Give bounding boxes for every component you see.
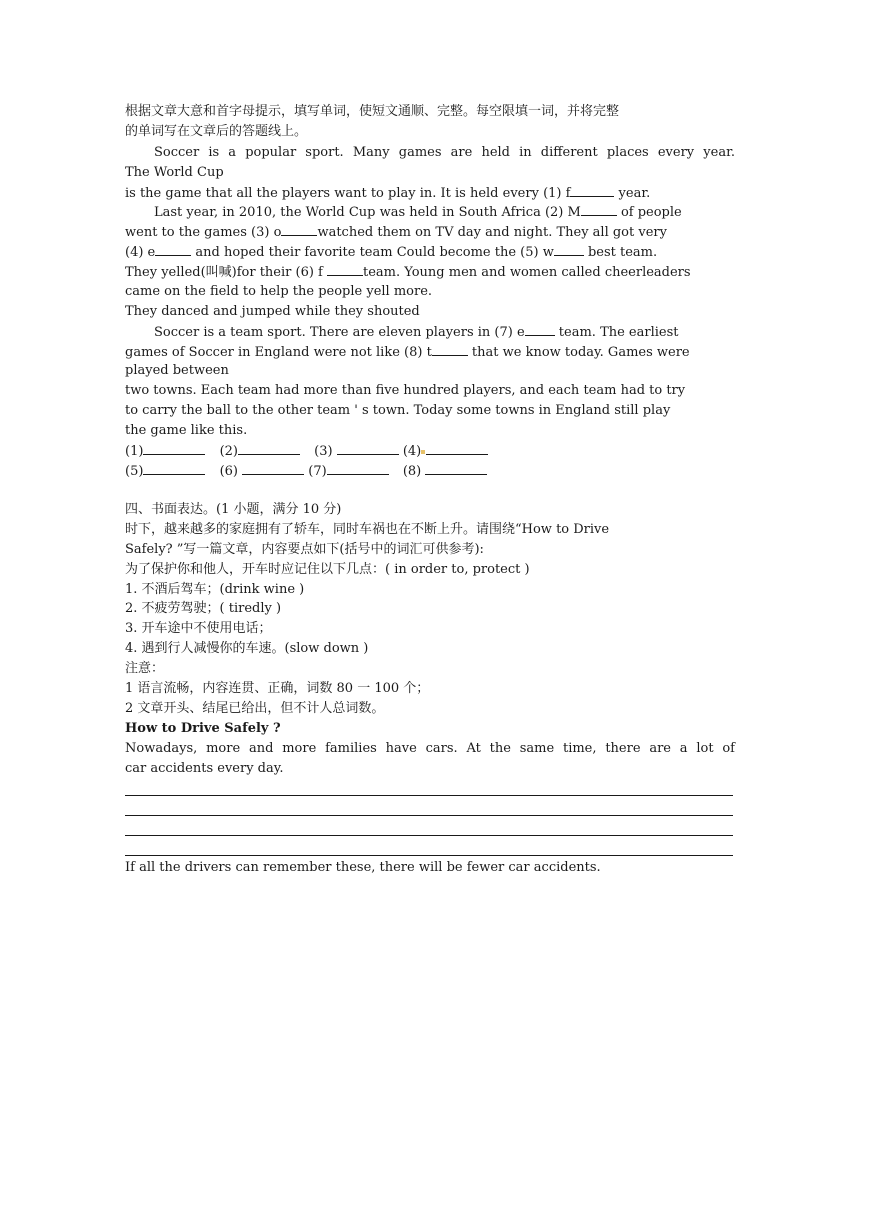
essay-opening-line: car accidents every day. (125, 761, 284, 776)
answer-label: (7) (308, 464, 327, 479)
answer-line-1[interactable] (143, 441, 205, 455)
answer-line-2[interactable] (238, 441, 300, 455)
writing-line[interactable] (125, 855, 733, 856)
blank-3[interactable] (281, 222, 317, 236)
blank-4[interactable] (155, 242, 191, 256)
passage-line (125, 262, 735, 283)
essay-title: How to Drive Safely ? (125, 721, 281, 736)
passage-line: The World Cup (125, 165, 224, 180)
highlight-mark (421, 450, 425, 454)
passage-text: team. The earliest (554, 325, 679, 340)
prompt-line: 为了保护你和他人，开车时应记住以下几点：( in order to, protect ) (125, 562, 530, 577)
blank-6[interactable] (327, 262, 363, 276)
answer-label: (4) (402, 444, 422, 459)
answer-line-6[interactable] (242, 461, 304, 475)
passage-text: best team. (583, 245, 658, 260)
answer-label: (5) (125, 464, 144, 479)
passage-text: year. (614, 186, 651, 201)
passage-text: games of Soccer in England were not like (8) t (125, 345, 432, 360)
answer-label: (8) (402, 464, 422, 479)
essay-opening-line: Nowadays, more and more families have cars. At the same time, there are a lot of (125, 741, 735, 756)
passage-text: Last year, in 2010, the World Cup was held in South Africa (2) M (154, 205, 581, 220)
answer-label: (2) (219, 444, 238, 459)
blank-5[interactable] (554, 242, 584, 256)
passage-line (125, 342, 735, 363)
blank-2[interactable] (581, 202, 617, 216)
blank-8[interactable] (432, 342, 468, 356)
passage-line: came on the field to help the people yell more. (125, 284, 433, 299)
passage-line: They danced and jumped while they shouted (125, 304, 420, 319)
writing-line[interactable] (125, 795, 733, 796)
passage-text: and hoped their favorite team Could become the (5) w (191, 245, 554, 260)
passage-line (125, 322, 735, 343)
answer-label: (6) (219, 464, 238, 479)
passage-line (125, 202, 735, 223)
prompt-line: Safely? ”写一篇文章，内容要点如下(括号中的词汇可供参考): (125, 542, 484, 557)
blank-1[interactable] (570, 183, 614, 197)
cloze-instruction-line-2: 的单词写在文章后的答题线上。 (125, 124, 308, 139)
point-item: 1. 不酒后驾车；(drink wine ) (125, 582, 305, 597)
passage-line (125, 222, 735, 243)
answer-row-1 (125, 441, 735, 462)
answer-line-8[interactable] (425, 461, 487, 475)
answer-line-7[interactable] (327, 461, 389, 475)
answer-line-5[interactable] (143, 461, 205, 475)
passage-text: Soccer is a team sport. There are eleven players in (7) e (154, 325, 525, 340)
passage-text: They yelled(叫喊)for their (6) f (125, 265, 327, 280)
passage-text: team. Young men and women called cheerleaders (363, 265, 691, 280)
writing-line[interactable] (125, 815, 733, 816)
passage-line: two towns. Each team had more than five hundred players, and each team had to try (125, 383, 686, 398)
passage-line (125, 242, 735, 263)
passage-text: went to the games (3) o (125, 225, 282, 240)
point-item: 4. 遇到行人减慢你的车速。(slow down ) (125, 641, 369, 656)
answer-line-4[interactable] (426, 441, 488, 455)
passage-text: of people (616, 205, 682, 220)
passage-line: Soccer is a popular sport. Many games are held in different places every year. (154, 145, 735, 160)
passage-text: that we know today. Games were (467, 345, 690, 360)
prompt-line: 时下，越来越多的家庭拥有了轿车，同时车祸也在不断上升。请围绕“How to Drive (125, 522, 610, 537)
answer-row-2 (125, 461, 735, 482)
passage-text: is the game that all the players want to play in. It is held every (1) f (125, 186, 571, 201)
writing-line[interactable] (125, 835, 733, 836)
note-item: 2 文章开头、结尾已给出，但不计人总词数。 (125, 701, 385, 716)
answer-label: (3) (314, 444, 333, 459)
passage-text: watched them on TV day and night. They all got very (317, 225, 667, 240)
essay-closing: If all the drivers can remember these, there will be fewer car accidents. (125, 860, 601, 875)
note-label: 注意： (125, 661, 165, 676)
answer-label: (1) (125, 444, 144, 459)
passage-line: to carry the ball to the other team ' s town. Today some towns in England still play (125, 403, 671, 418)
point-item: 2. 不疲劳驾驶；( tiredly ) (125, 601, 282, 616)
passage-line: played between (125, 363, 229, 378)
passage-line: the game like this. (125, 423, 248, 438)
passage-text: (4) e (125, 245, 156, 260)
section-title: 四、书面表达。(1 小题，满分 10 分) (125, 502, 342, 517)
point-item: 3. 开车途中不使用电话； (125, 621, 272, 636)
note-item: 1 语言流畅，内容连贯、正确，词数 80 一 100 个； (125, 681, 430, 696)
cloze-instruction-line-1: 根据文章大意和首字母提示，填写单词，使短文通顺、完整。每空限填一词，并将完整 (125, 104, 620, 119)
answer-line-3[interactable] (337, 441, 399, 455)
blank-7[interactable] (525, 322, 555, 336)
passage-line (125, 183, 735, 204)
